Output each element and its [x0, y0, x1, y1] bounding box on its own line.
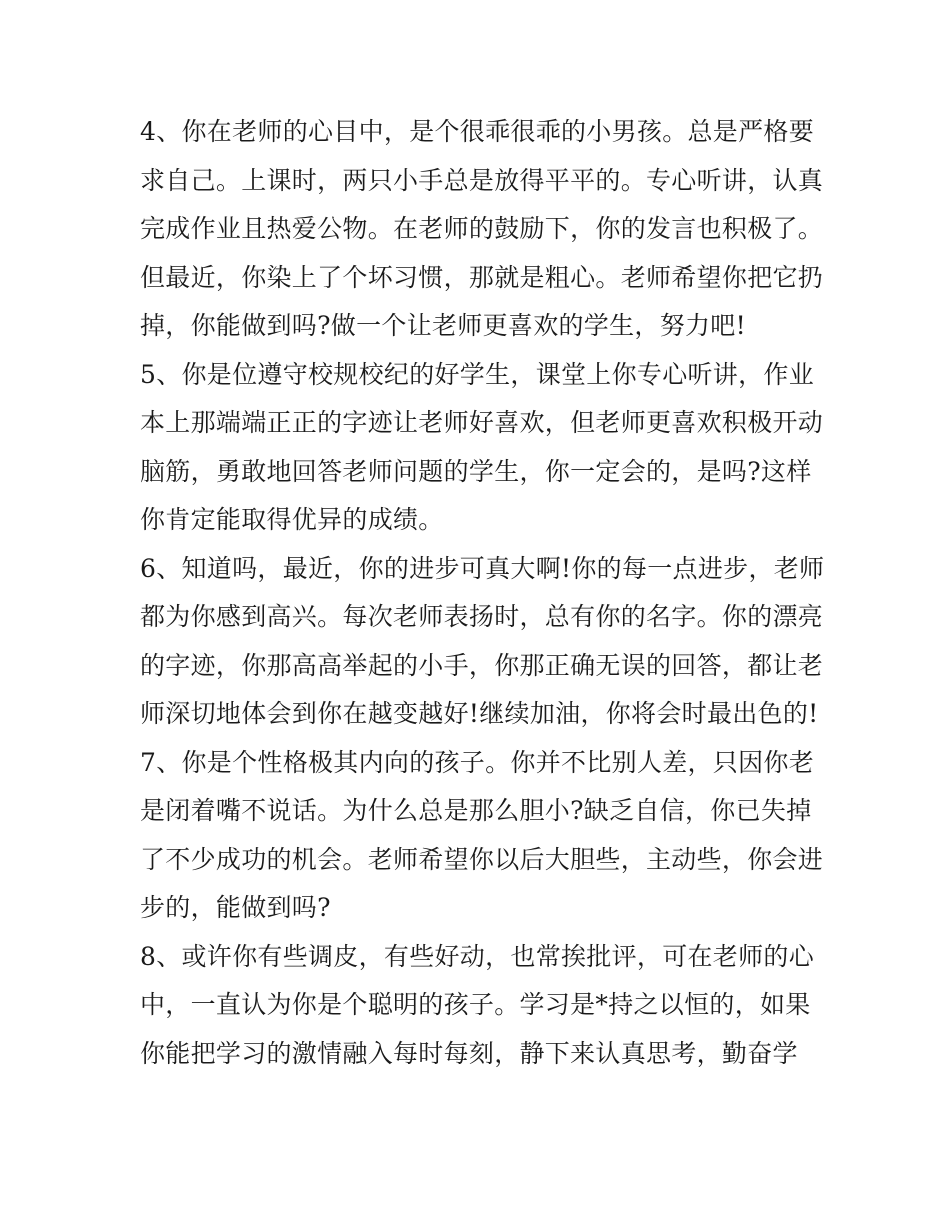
text-line: 你能把学习的激情融入每时每刻，静下来认真思考，勤奋学: [140, 1038, 798, 1068]
text-line: 4、你在老师的心目中，是个很乖很乖的小男孩。总是严格要: [140, 117, 815, 146]
text-line: 7、你是个性格极其内向的孩子。你并不比别人差，只因你老: [140, 747, 815, 777]
text-line: 完成作业且热爱公物。在老师的鼓励下，你的发言也积极了。: [140, 214, 824, 243]
text-line: 师深切地体会到你在越变越好!继续加油，你将会时最出色的!: [140, 699, 819, 728]
text-line: 是闭着嘴不说话。为什么总是那么胆小?缺乏自信，你已失掉: [140, 796, 812, 825]
text-line: 都为你感到高兴。每次老师表扬时，总有你的名字。你的漂亮: [140, 602, 824, 631]
text-line: 5、你是位遵守校规校纪的好学生，课堂上你专心听讲，作业: [140, 359, 815, 389]
text-line: 但最近，你染上了个坏习惯，那就是粗心。老师希望你把它扔: [140, 262, 824, 292]
text-line: 掉，你能做到吗?做一个让老师更喜欢的学生，努力吧!: [140, 311, 746, 340]
text-line: 6、知道吗，最近，你的进步可真大啊!你的每一点进步，老师: [140, 553, 825, 583]
text-line: 中，一直认为你是个聪明的孩子。学习是*持之以恒的，如果: [140, 990, 811, 1019]
text-line: 脑筋，勇敢地回答老师问题的学生，你一定会的，是吗?这样: [140, 456, 812, 486]
document-body: [140, 108, 825, 1078]
text-line: 求自己。上课时，两只小手总是放得平平的。专心听讲，认真: [140, 165, 824, 195]
text-line: 你肯定能取得优异的成绩。: [140, 505, 444, 534]
text-line: 步的，能做到吗?: [140, 893, 331, 922]
text-line: 的字迹，你那高高举起的小手，你那正确无误的回答，都让老: [140, 650, 824, 680]
text-line: 了不少成功的机会。老师希望你以后大胆些，主动些，你会进: [140, 844, 824, 874]
text-line: 本上那端端正正的字迹让老师好喜欢，但老师更喜欢积极开动: [140, 408, 824, 437]
text-line: 8、或许你有些调皮，有些好动，也常挨批评，可在老师的心: [140, 941, 815, 971]
